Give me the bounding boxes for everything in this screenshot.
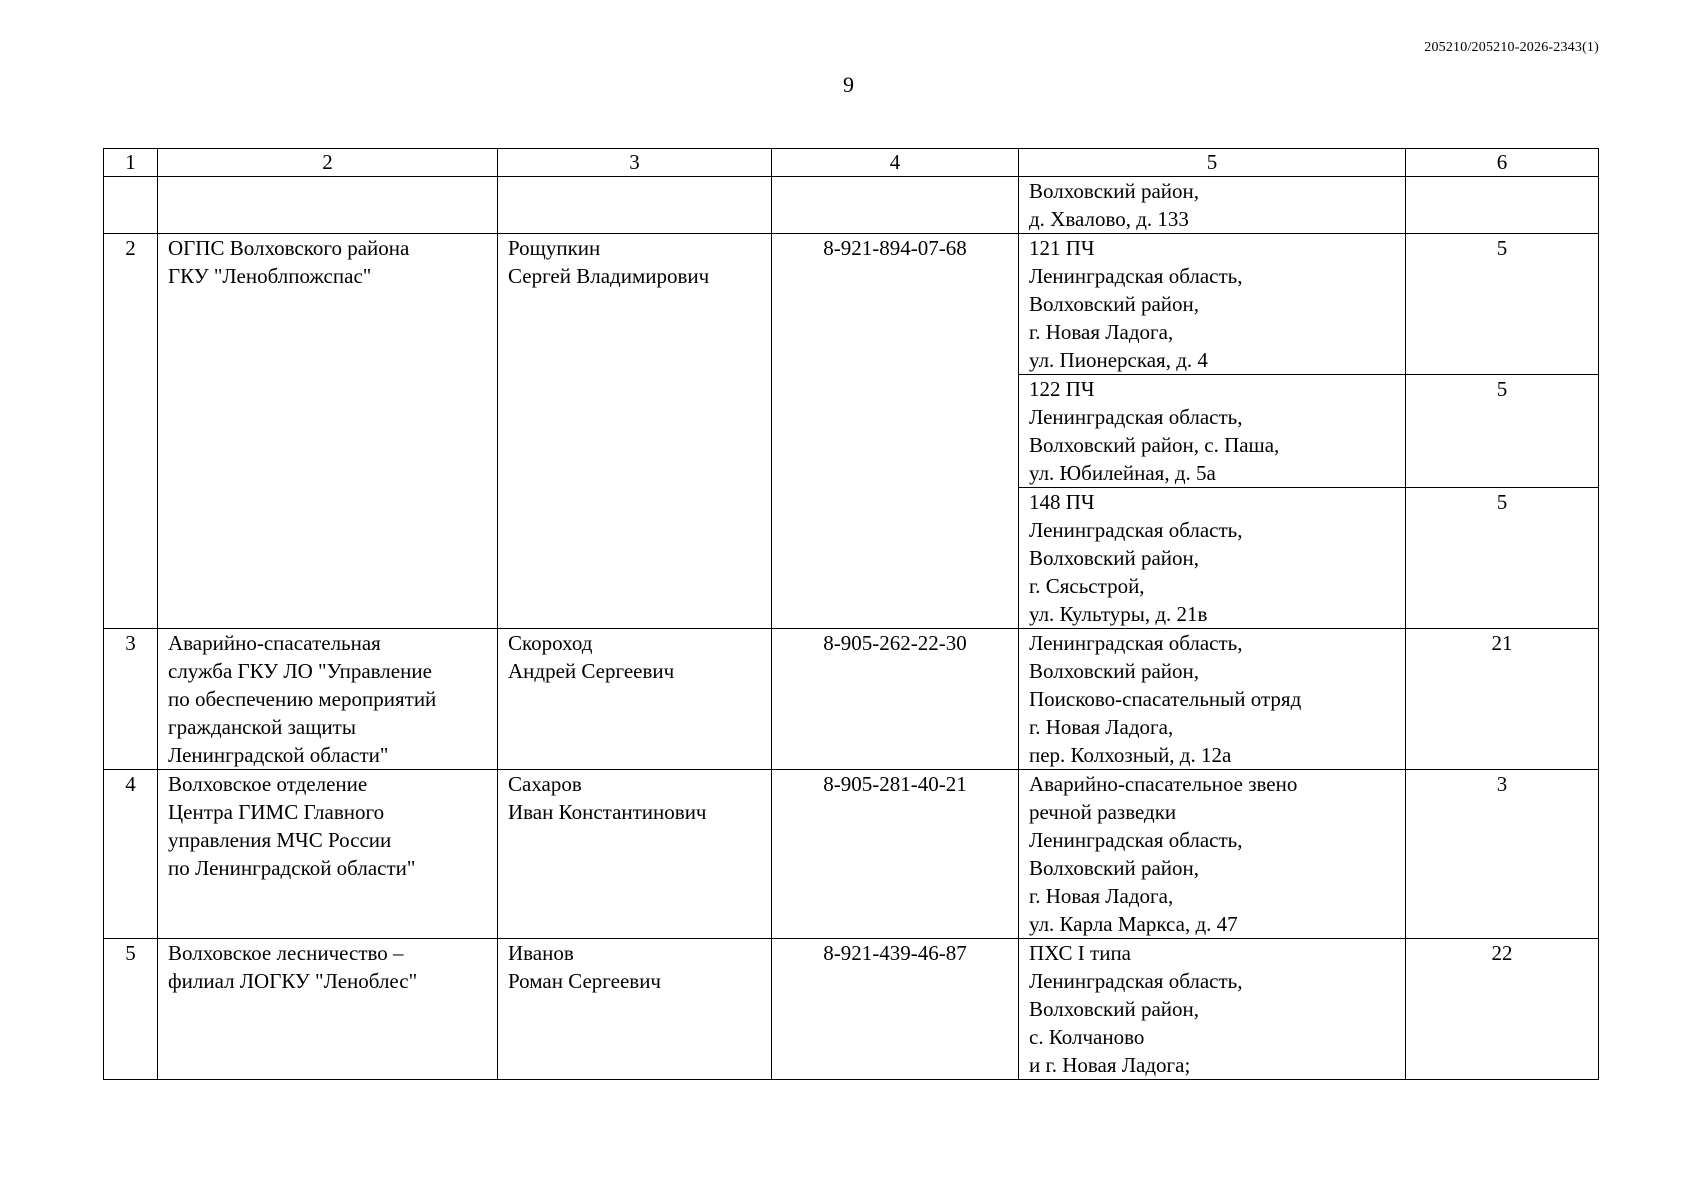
count-cell: 21 (1406, 629, 1599, 770)
head-surname: Скороход (508, 631, 593, 655)
column-number: 4 (772, 149, 1019, 177)
address-line: г. Новая Ладога, (1029, 320, 1174, 344)
address-line: Ленинградская область, (1029, 969, 1243, 993)
count-cell: 5 (1406, 234, 1599, 375)
organization-cell (158, 177, 498, 234)
row-number-cell (104, 177, 158, 234)
address-line: Волховский район, (1029, 179, 1199, 203)
address-line: Ленинградская область, (1029, 518, 1243, 542)
organization-line: Аварийно-спасательная (168, 631, 381, 655)
phone-cell: 8-921-894-07-68 (772, 234, 1019, 629)
address-line: с. Колчаново (1029, 1025, 1145, 1049)
head-surname: Рощупкин (508, 236, 601, 260)
address-line: Волховский район, (1029, 292, 1199, 316)
organization-line: управления МЧС России (168, 828, 392, 852)
address-cell (1019, 177, 1406, 234)
address-line: Волховский район, (1029, 856, 1199, 880)
address-cell (1019, 939, 1406, 1080)
address-line: 122 ПЧ (1029, 377, 1095, 401)
table-row (104, 939, 1599, 1080)
column-number: 6 (1406, 149, 1599, 177)
address-line: 148 ПЧ (1029, 490, 1095, 514)
count-cell: 5 (1406, 488, 1599, 629)
column-number: 5 (1019, 149, 1406, 177)
column-number: 1 (104, 149, 158, 177)
organization-cell (158, 234, 498, 629)
phone-cell (772, 177, 1019, 234)
address-line: Волховский район, с. Паша, (1029, 433, 1280, 457)
address-line: пер. Колхозный, д. 12а (1029, 743, 1232, 767)
address-line: г. Сясьстрой, (1029, 574, 1145, 598)
head-cell (498, 234, 772, 629)
organization-line: ОГПС Волховского района (168, 236, 410, 260)
address-line: ул. Юбилейная, д. 5а (1029, 461, 1216, 485)
organization-line: Центра ГИМС Главного (168, 800, 385, 824)
table-row (104, 234, 1599, 375)
address-line: д. Хвалово, д. 133 (1029, 207, 1189, 231)
organization-line: Волховское отделение (168, 772, 368, 796)
head-cell (498, 770, 772, 939)
phone-cell: 8-905-281-40-21 (772, 770, 1019, 939)
address-line: Волховский район, (1029, 546, 1199, 570)
row-number-cell: 3 (104, 629, 158, 770)
address-line: Волховский район, (1029, 659, 1199, 683)
address-line: Волховский район, (1029, 997, 1199, 1021)
address-line: Аварийно-спасательное звено (1029, 772, 1298, 796)
address-line: Ленинградская область, (1029, 828, 1243, 852)
address-line: Ленинградская область, (1029, 264, 1243, 288)
head-name: Андрей Сергеевич (508, 659, 675, 683)
page-number: 9 (843, 72, 854, 97)
address-line: ул. Карла Маркса, д. 47 (1029, 912, 1238, 936)
address-cell (1019, 488, 1406, 629)
organization-line: Волховское лесничество – (168, 941, 404, 965)
table-row (104, 629, 1599, 770)
head-cell (498, 177, 772, 234)
head-name: Роман Сергеевич (508, 969, 661, 993)
head-cell (498, 939, 772, 1080)
column-number-row (104, 149, 1599, 177)
head-name: Иван Константинович (508, 800, 707, 824)
table-row (104, 770, 1599, 939)
address-line: Ленинградская область, (1029, 405, 1243, 429)
organization-cell (158, 939, 498, 1080)
row-number-cell: 4 (104, 770, 158, 939)
row-number-cell: 5 (104, 939, 158, 1080)
address-line: г. Новая Ладога, (1029, 715, 1174, 739)
head-surname: Иванов (508, 941, 574, 965)
column-number: 3 (498, 149, 772, 177)
count-cell: 22 (1406, 939, 1599, 1080)
address-cell (1019, 375, 1406, 488)
address-line: ПХС I типа (1029, 941, 1132, 965)
count-cell (1406, 177, 1599, 234)
organization-cell (158, 629, 498, 770)
organization-line: служба ГКУ ЛО "Управление (168, 659, 432, 683)
address-cell (1019, 234, 1406, 375)
address-cell (1019, 629, 1406, 770)
head-surname: Сахаров (508, 772, 582, 796)
row-number-cell: 2 (104, 234, 158, 629)
table-row (104, 177, 1599, 234)
address-line: 121 ПЧ (1029, 236, 1095, 260)
organization-line: ГКУ "Леноблпожспас" (168, 264, 372, 288)
phone-cell: 8-921-439-46-87 (772, 939, 1019, 1080)
organization-line: по обеспечению мероприятий (168, 687, 437, 711)
phone-cell: 8-905-262-22-30 (772, 629, 1019, 770)
address-cell (1019, 770, 1406, 939)
count-cell: 5 (1406, 375, 1599, 488)
address-line: речной разведки (1029, 800, 1177, 824)
column-number: 2 (158, 149, 498, 177)
organization-line: по Ленинградской области" (168, 856, 416, 880)
address-line: Поисково-спасательный отряд (1029, 687, 1302, 711)
organization-cell (158, 770, 498, 939)
organization-line: Ленинградской области" (168, 743, 389, 767)
count-cell: 3 (1406, 770, 1599, 939)
organization-line: гражданской защиты (168, 715, 356, 739)
address-line: ул. Пионерская, д. 4 (1029, 348, 1208, 372)
head-cell (498, 629, 772, 770)
address-line: Ленинградская область, (1029, 631, 1243, 655)
organization-line: филиал ЛОГКУ "Леноблес" (168, 969, 418, 993)
document-registration-code: 205210/205210-2026-2343(1) (1424, 40, 1599, 55)
address-line: ул. Культуры, д. 21в (1029, 602, 1208, 626)
address-line: г. Новая Ладога, (1029, 884, 1174, 908)
units-table (103, 148, 1599, 1080)
address-line: и г. Новая Ладога; (1029, 1053, 1191, 1077)
head-name: Сергей Владимирович (508, 264, 710, 288)
